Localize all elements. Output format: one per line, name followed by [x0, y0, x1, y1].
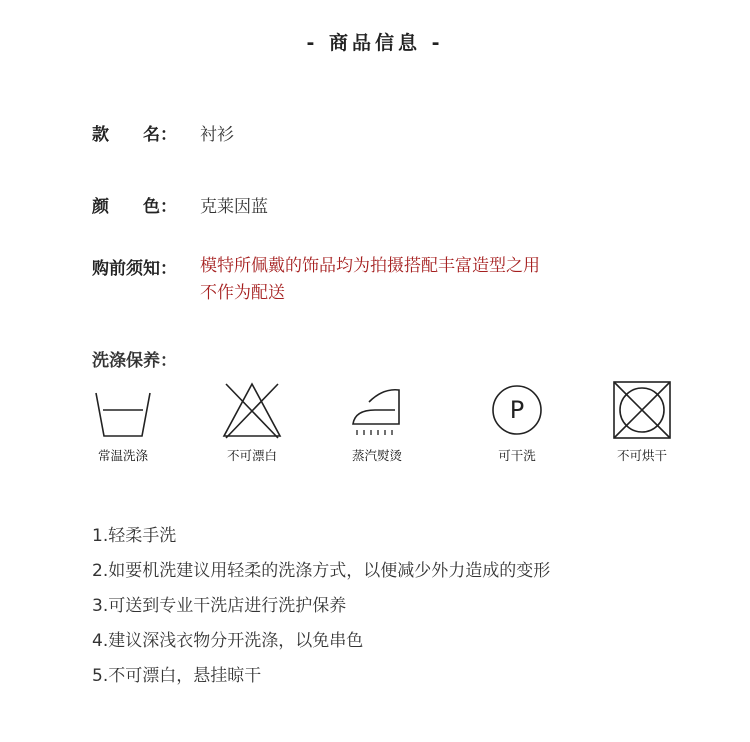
care-label-dryclean: 可干洗 — [498, 448, 536, 463]
care-item-wash — [73, 380, 173, 464]
notice-line-1: 模特所佩戴的饰品均为拍摄搭配丰富造型之用 — [200, 256, 540, 276]
color-label: 颜 色： — [92, 197, 177, 217]
dry-clean-symbol: P — [509, 396, 525, 424]
note-item: 5.不可漂白，悬挂晾干 — [92, 666, 262, 686]
product-name-label: 款 名： — [92, 125, 177, 145]
wash-basin-icon — [91, 380, 155, 440]
no-bleach-icon — [220, 380, 284, 440]
notice-line-2: 不作为配送 — [200, 283, 285, 303]
care-item-bleach — [202, 380, 302, 464]
note-item: 1.轻柔手洗 — [92, 526, 177, 546]
care-label-tumble: 不可烘干 — [616, 448, 667, 463]
note-item: 3.可送到专业干洗店进行洗护保养 — [92, 596, 347, 616]
care-label-wash: 常温洗涤 — [97, 448, 148, 463]
color-value: 克莱因蓝 — [200, 197, 268, 217]
care-label-iron: 蒸汽熨烫 — [351, 448, 402, 463]
page-title: - 商品信息 - — [306, 32, 444, 54]
care-notes — [92, 522, 550, 697]
care-item-iron — [327, 380, 427, 464]
notice-text — [200, 253, 540, 307]
care-label-bleach: 不可漂白 — [226, 448, 277, 463]
care-item-dryclean — [467, 380, 567, 464]
note-item: 2.如要机洗建议用轻柔的洗涤方式，以便减少外力造成的变形 — [92, 561, 551, 581]
care-title: 洗涤保养： — [92, 351, 177, 371]
product-name-value: 衬衫 — [200, 125, 234, 145]
note-item: 4.建议深浅衣物分开洗涤，以免串色 — [92, 631, 364, 651]
care-item-tumble — [592, 380, 692, 464]
steam-iron-icon — [345, 380, 409, 440]
notice-label: 购前须知： — [92, 259, 177, 279]
no-tumble-dry-icon — [610, 380, 674, 440]
